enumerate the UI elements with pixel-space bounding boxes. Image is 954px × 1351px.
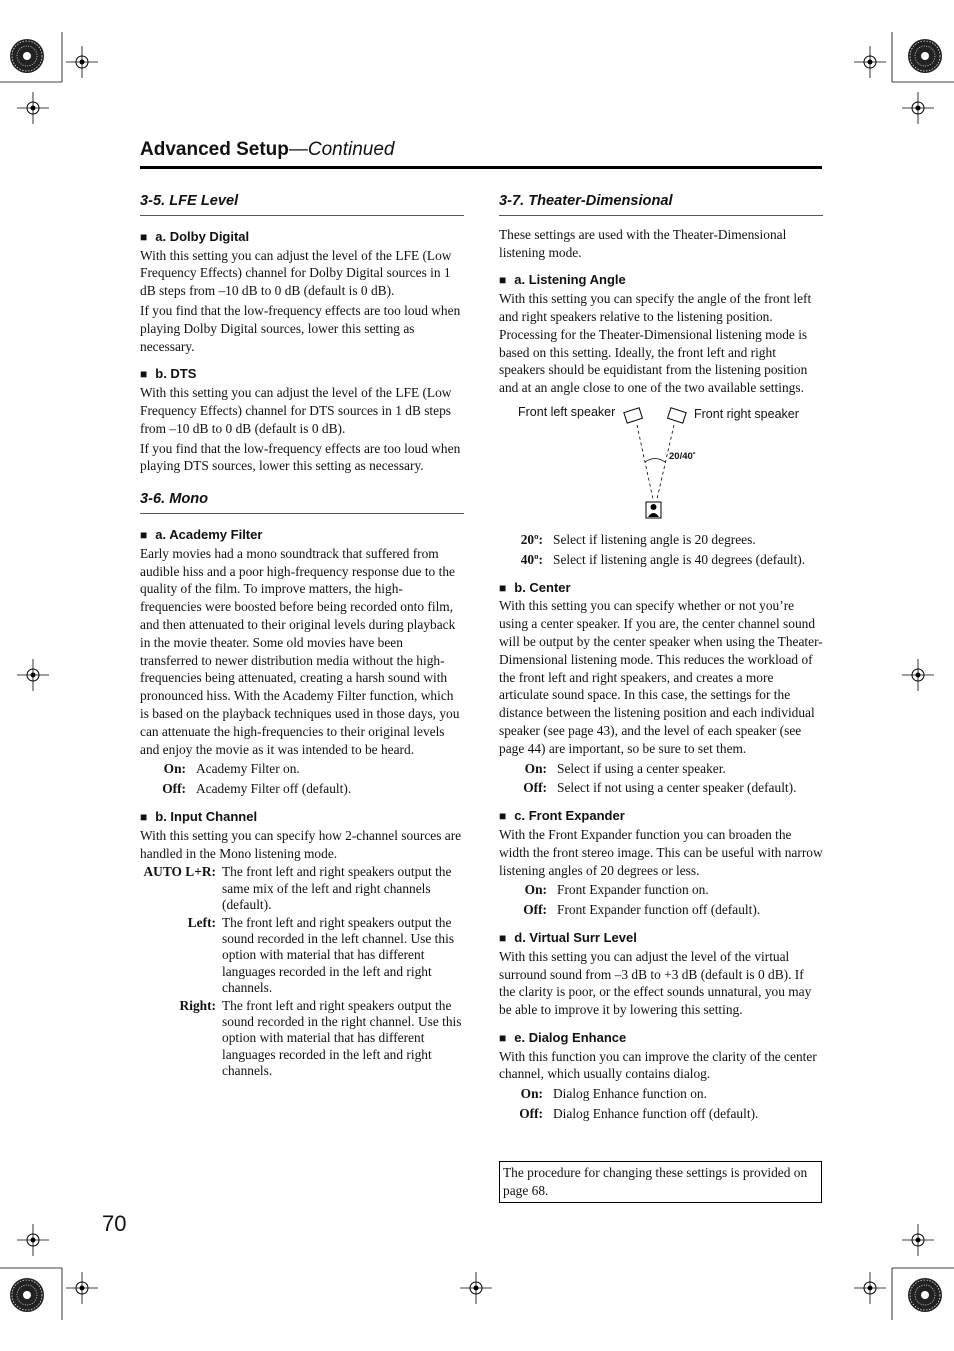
option-value: Academy Filter on. bbox=[196, 761, 300, 777]
option-row bbox=[499, 1105, 823, 1123]
listening-angle-diagram bbox=[499, 401, 823, 529]
subheading-virtual-surr: ■ d. Virtual Surr Level bbox=[499, 929, 823, 948]
paragraph: With the Front Expander function you can broaden the width the front stereo image. This can be useful with narrow listening angles of 20 degrees or less. bbox=[499, 826, 823, 878]
paragraph: With this setting you can adjust the level of the LFE (Low Frequency Effects) channel for DTS sources in 1 dB steps from –10 dB to 0 dB (default is 0 dB). bbox=[140, 385, 452, 436]
option-value: Front Expander function off (default). bbox=[557, 902, 761, 918]
option-row bbox=[499, 531, 823, 549]
header-rule bbox=[140, 166, 822, 169]
option-row bbox=[140, 864, 464, 913]
angle-label: 20/40˚ bbox=[669, 450, 696, 462]
option-row bbox=[140, 998, 464, 1079]
option-key: On: bbox=[163, 761, 186, 777]
subheading-listening-angle: ■ a. Listening Angle bbox=[499, 271, 823, 290]
subheading-input-channel: ■ b. Input Channel bbox=[140, 808, 464, 827]
option-row bbox=[499, 881, 823, 899]
paragraph: With this setting you can specify the angle of the front left and right speakers relative to the listening position. Processing for the Theater-Dimensional listening mode is based on this setting. Ideally, the front left and right speakers should be equidistant from the listening position and at an angle close to one of the two available settings. bbox=[499, 291, 812, 396]
option-value: Academy Filter off (default). bbox=[196, 781, 352, 797]
option-value: Select if listening angle is 40 degrees (default). bbox=[553, 551, 806, 567]
paragraph: With this function you can improve the clarity of the center channel, which usually contains dialog. bbox=[499, 1048, 817, 1082]
option-key: 20º: bbox=[520, 531, 543, 547]
option-key: Off: bbox=[162, 781, 186, 797]
option-row bbox=[140, 760, 464, 778]
front-right-speaker-icon bbox=[668, 408, 687, 423]
page-header bbox=[140, 139, 395, 161]
section-heading-lfe: 3-5. LFE Level bbox=[140, 193, 464, 216]
option-key: Off: bbox=[523, 902, 547, 918]
option-value: Select if listening angle is 20 degrees. bbox=[553, 531, 756, 547]
option-row bbox=[140, 780, 464, 798]
paragraph: If you find that the low-frequency effects are too loud when playing Dolby Digital sources, lower this setting as necessary. bbox=[140, 302, 461, 354]
option-value: Dialog Enhance function on. bbox=[553, 1086, 707, 1102]
front-right-speaker-label: Front right speaker bbox=[694, 406, 799, 421]
option-key: 40º: bbox=[520, 551, 543, 567]
option-key: Right: bbox=[179, 997, 216, 1013]
option-key: Off: bbox=[519, 1106, 543, 1122]
right-column bbox=[499, 193, 823, 1123]
subheading-dialog-enhance: ■ e. Dialog Enhance bbox=[499, 1029, 823, 1048]
paragraph: With this setting you can adjust the level of the virtual surround sound from –3 dB to +3 dB (default is 0 dB). If the clarity is poor, or the effect sounds unnatural, you may be able to improve it by lowering this setting. bbox=[499, 948, 812, 1018]
header-title: Advanced Setup bbox=[140, 139, 289, 160]
option-row bbox=[499, 1085, 823, 1103]
listener-icon bbox=[646, 502, 661, 518]
option-row bbox=[140, 915, 464, 996]
option-value: Select if not using a center speaker (default). bbox=[557, 780, 797, 796]
option-row bbox=[499, 901, 823, 919]
option-value: Dialog Enhance function off (default). bbox=[553, 1106, 759, 1122]
option-key: Off: bbox=[523, 780, 547, 796]
subheading-dts: ■ b. DTS bbox=[140, 365, 464, 384]
option-key: On: bbox=[524, 760, 547, 776]
paragraph: With this setting you can specify how 2-channel sources are handled in the Mono listening mode. bbox=[140, 827, 462, 861]
header-continued: —Continued bbox=[288, 139, 395, 160]
option-value: The front left and right speakers output the same mix of the left and right channels (default). bbox=[222, 864, 452, 912]
subheading-front-expander: ■ c. Front Expander bbox=[499, 807, 823, 826]
left-column bbox=[140, 193, 464, 1079]
option-row bbox=[499, 779, 823, 797]
procedure-note-box: The procedure for changing these settings is provided on page 68. bbox=[499, 1161, 822, 1203]
option-key: AUTO L+R: bbox=[143, 864, 216, 880]
front-left-speaker-icon bbox=[624, 408, 643, 423]
option-key: On: bbox=[524, 882, 547, 898]
option-key: Left: bbox=[187, 914, 216, 930]
subheading-dolby: ■ a. Dolby Digital bbox=[140, 228, 464, 247]
option-row bbox=[499, 551, 823, 569]
section-heading-mono: 3-6. Mono bbox=[140, 491, 464, 514]
section-heading-theater: 3-7. Theater-Dimensional bbox=[499, 193, 823, 216]
option-key: On: bbox=[520, 1086, 543, 1102]
page-number: 70 bbox=[102, 1211, 127, 1236]
option-value: Select if using a center speaker. bbox=[557, 760, 726, 776]
option-value: Front Expander function on. bbox=[557, 882, 709, 898]
paragraph: If you find that the low-frequency effects are too loud when playing DTS sources, lower this setting as necessary. bbox=[140, 440, 461, 474]
paragraph: Early movies had a mono soundtrack that suffered from audible hiss and a poor high-frequency response due to the quality of the film. To improve matters, the high-frequencies were boosted before being recorded onto film, and then attenuated to their original levels during playback in the movie theater. Some old movies have been transferred to newer distribution media without the high-frequencies being attenuated, creating a harsh sound with pronounced hiss. With the Academy Filter function, which is based on the playback techniques used in those days, you can attenuate the high-frequencies to their original levels and enjoy the movie as it was intended to be heard. bbox=[140, 545, 460, 757]
front-left-speaker-label: Front left speaker bbox=[518, 404, 616, 419]
paragraph: With this setting you can adjust the level of the LFE (Low Frequency Effects) channel for Dolby Digital sources in 1 dB steps from –10 dB to 0 dB (default is 0 dB). bbox=[140, 247, 452, 299]
subheading-center: ■ b. Center bbox=[499, 579, 823, 598]
paragraph: These settings are used with the Theater-Dimensional listening mode. bbox=[499, 226, 787, 260]
option-value: The front left and right speakers output the sound recorded in the right channel. Use this option with material that has different languages recorded in the left and right channels. bbox=[222, 997, 462, 1078]
paragraph: With this setting you can specify whether or not you’re using a center speaker. If you are, the center channel sound will be output by the center speaker when using the Theater-Dimensional listening mode. This reduces the workload of the front left and right speakers, and creates a more articulate sound space. In this case, the settings for the distance between the listening position and each individual speaker (see page 43), and the level of each speaker (see page 44) are important, so be sure to set them. bbox=[499, 598, 823, 756]
option-row bbox=[499, 760, 823, 778]
option-value: The front left and right speakers output the sound recorded in the left channel. Use this option with material that has different languages recorded in the left and right channels. bbox=[222, 914, 455, 995]
speaker-diagram bbox=[499, 401, 823, 529]
subheading-academy: ■ a. Academy Filter bbox=[140, 526, 464, 545]
